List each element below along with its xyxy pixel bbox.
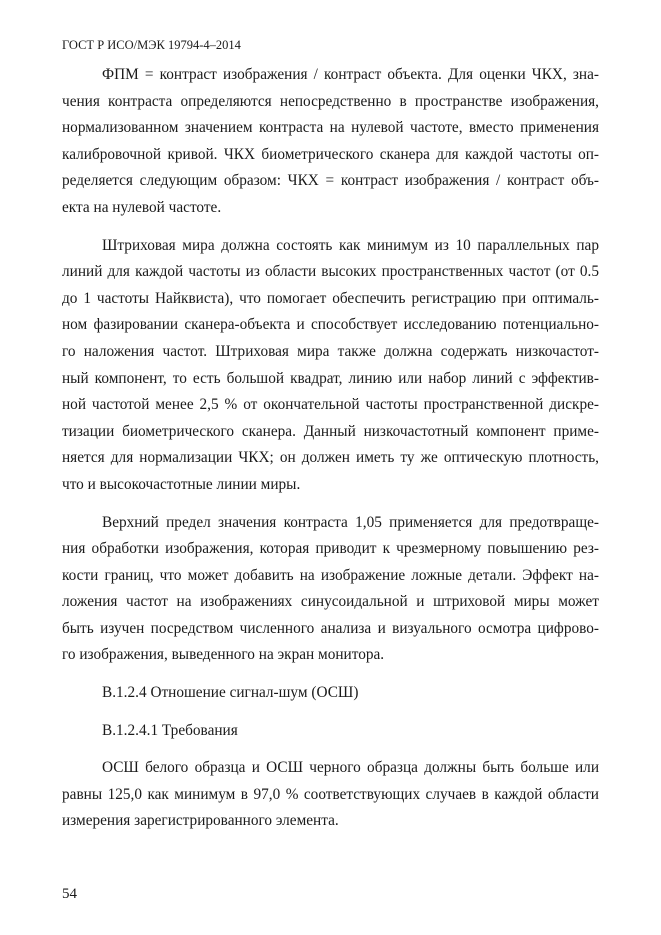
text-line: тизации биометрического сканера. Данный низкочастотный компонент приме- — [62, 422, 599, 440]
document-header: ГОСТ Р ИСО/МЭК 19794-4–2014 — [62, 38, 241, 52]
text-line: до 1 частоты Найквиста), что помогает обеспечить регистрацию при оптималь- — [62, 289, 599, 307]
text-line: ном фазировании сканера-объекта и способствует исследованию потенциально- — [62, 316, 599, 334]
text-line: измерения зарегистрированного элемента. — [62, 812, 339, 830]
text-line: ной частотой менее 2,5 % от окончательной частоты пространственной дискре- — [62, 396, 599, 414]
text-line: быть изучен посредством численного анализа и визуального осмотра цифрово- — [62, 619, 599, 637]
text-line: линий для каждой частоты из области высоких пространственных частот (от 0.5 — [62, 263, 599, 281]
section-heading: B.1.2.4 Отношение сигнал-шум (ОСШ) — [102, 684, 359, 702]
text-line: ния обработки изображения, которая приводит к чрезмерному повышению рез- — [62, 540, 599, 558]
text-line: го изображения, выведенного на экран монитора. — [62, 646, 385, 664]
text-line: няется для нормализации ЧКХ; он должен иметь ту же оптическую плотность, — [62, 449, 599, 467]
text-line: ложения частот на изображениях синусоидальной и штриховой миры может — [62, 593, 599, 611]
paragraph-bar-target — [62, 233, 599, 499]
text-line: калибровочной кривой. ЧКХ биометрического сканера для каждой частоты оп- — [62, 145, 599, 163]
text-line: чения контраста определяются непосредственно в пространстве изображения, — [62, 92, 599, 110]
paragraph-mtf-definition — [62, 62, 599, 222]
text-line: нормализованном значением контраста на нулевой частоте, вместо применения — [62, 119, 599, 137]
text-line: ФПМ = контраст изображения / контраст объекта. Для оценки ЧКХ, зна- — [102, 66, 599, 83]
text-line: ределяется следующим образом: ЧКХ = контраст изображения / контраст объ- — [62, 172, 599, 190]
text-line: равны 125,0 как минимум в 97,0 % соответствующих случаев в каждой области — [62, 785, 599, 803]
text-line: екта на нулевой частоте. — [62, 198, 222, 216]
page-number: 54 — [62, 886, 77, 902]
text-line: что и высокочастотные линии миры. — [62, 475, 301, 493]
text-line: го наложения частот. Штриховая мира также должна содержать низкочастот- — [62, 342, 599, 360]
text-line: ОСШ белого образца и ОСШ черного образца должны быть больше или — [102, 759, 599, 777]
subsection-heading: B.1.2.4.1 Требования — [102, 721, 238, 739]
text-line: Верхний предел значения контраста 1,05 применяется для предотвраще- — [102, 513, 599, 531]
paragraph-contrast-limit — [62, 510, 599, 670]
text-line: ный компонент, то есть большой квадрат, линию или набор линий с эффектив- — [62, 369, 599, 387]
text-line: Штриховая мира должна состоять как минимум из 10 параллельных пар — [102, 236, 599, 254]
document-body — [62, 62, 599, 835]
paragraph-snr-requirements — [62, 755, 599, 835]
text-line: кости границ, что может добавить на изображение ложные детали. Эффект на- — [62, 566, 599, 584]
